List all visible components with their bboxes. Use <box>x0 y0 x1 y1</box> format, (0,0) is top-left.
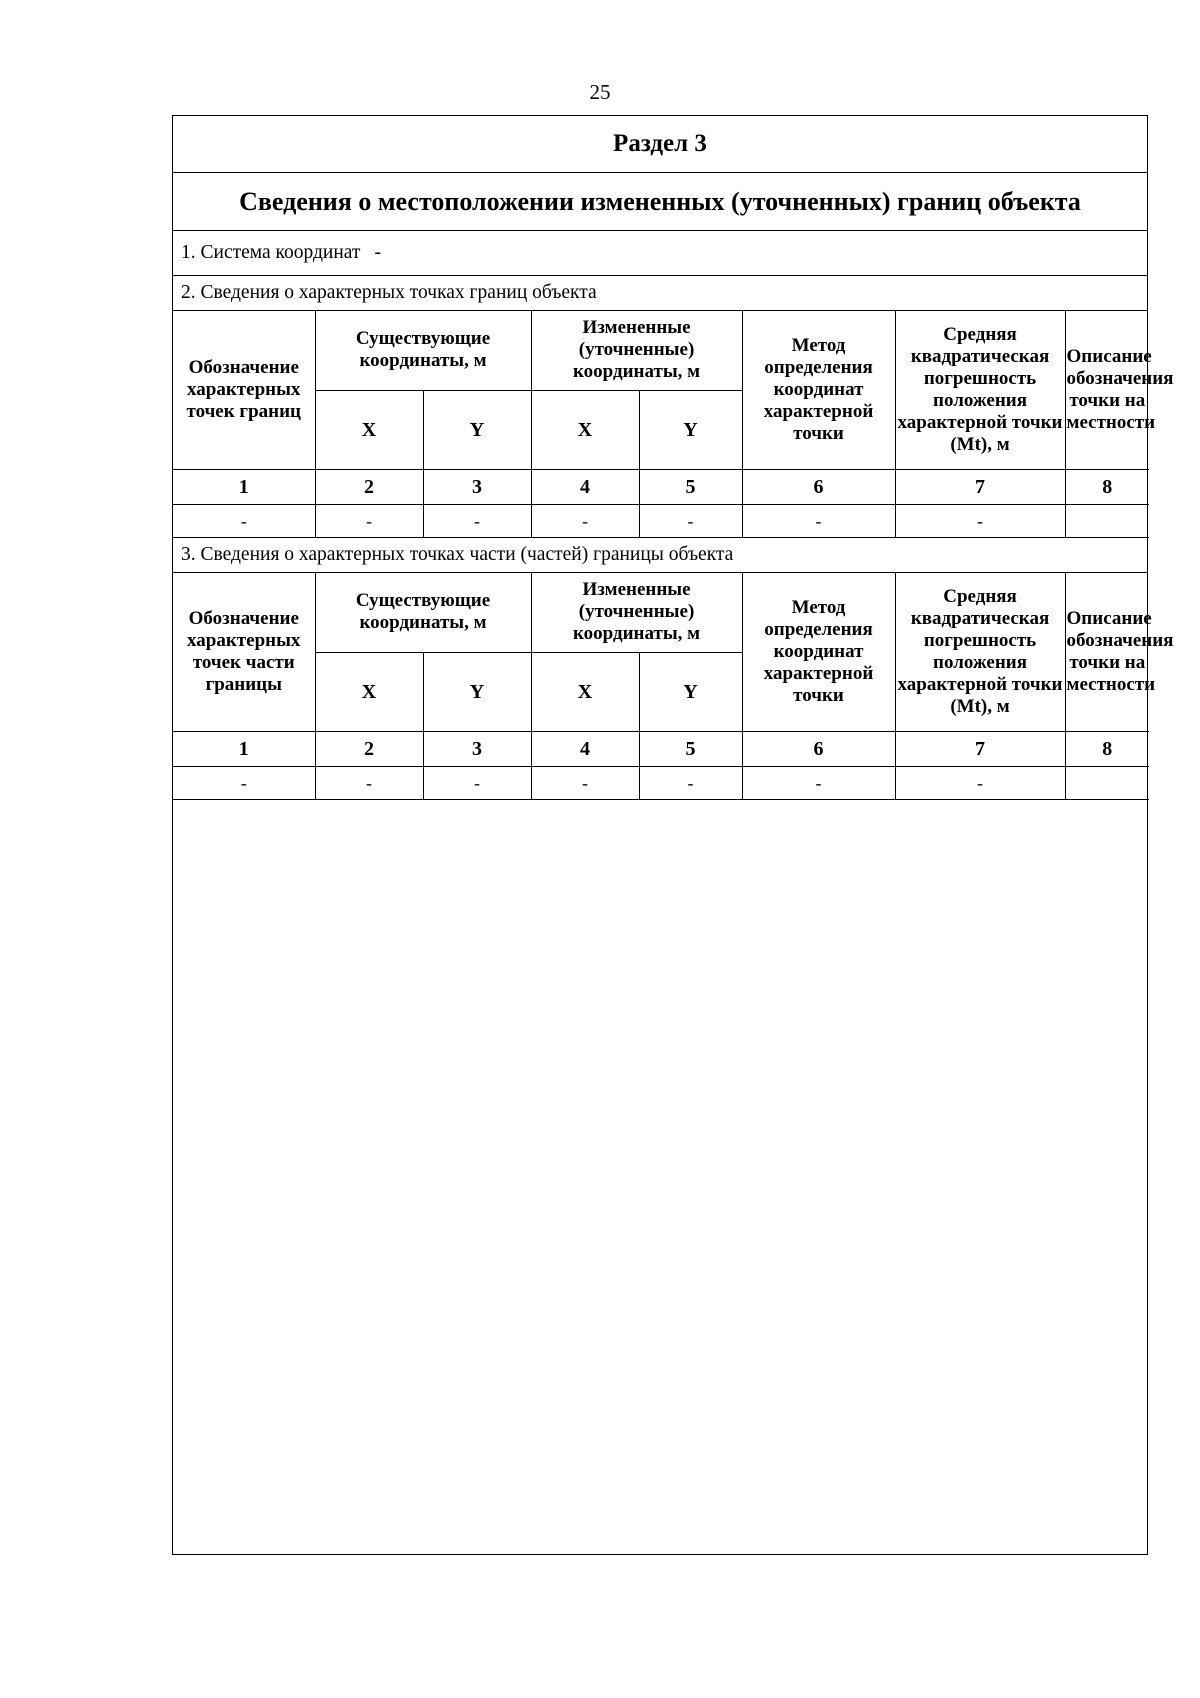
page-number: 25 <box>589 80 611 104</box>
table-row <box>173 767 1149 800</box>
table-cell: - <box>423 767 531 800</box>
header-method: Метод определения координат характерной точки <box>742 573 895 732</box>
boundary-part-points-table <box>173 573 1174 800</box>
column-number: 4 <box>531 732 639 767</box>
header-error: Средняя квадратическая погрешность положения характерной точки (Mt), м <box>895 311 1065 470</box>
header-changed-y: Y <box>639 390 742 469</box>
column-number: 3 <box>423 732 531 767</box>
table1-caption: 2. Сведения о характерных точках границ объекта <box>173 276 1147 311</box>
table-cell <box>1065 505 1149 538</box>
table-cell: - <box>531 505 639 538</box>
header-changed-y: Y <box>639 652 742 731</box>
header-changed-coords: Измененные (уточненные) координаты, м <box>531 311 742 390</box>
table-cell <box>1065 767 1149 800</box>
section-subtitle: Сведения о местоположении измененных (уточненных) границ объекта <box>173 173 1147 231</box>
header-designation: Обозначение характерных точек границ <box>173 311 315 470</box>
header-existing-y: Y <box>423 390 531 469</box>
table-cell: - <box>173 767 315 800</box>
header-existing-y: Y <box>423 652 531 731</box>
table-cell: - <box>742 767 895 800</box>
header-designation: Обозначение характерных точек части границы <box>173 573 315 732</box>
column-number: 2 <box>315 470 423 505</box>
coordinate-system-label: 1. Система координат <box>181 242 361 263</box>
column-number: 5 <box>639 470 742 505</box>
coordinate-system-value: - <box>374 242 381 263</box>
header-existing-x: X <box>315 652 423 731</box>
table-cell: - <box>639 767 742 800</box>
header-changed-x: X <box>531 390 639 469</box>
coordinate-system-line <box>173 231 1147 276</box>
table-cell: - <box>173 505 315 538</box>
table-cell: - <box>895 767 1065 800</box>
table-cell: - <box>315 505 423 538</box>
header-description <box>1065 573 1174 732</box>
column-number: 6 <box>742 732 895 767</box>
table-row <box>173 505 1149 538</box>
column-number: 1 <box>173 732 315 767</box>
column-number: 2 <box>315 732 423 767</box>
table-cell: - <box>423 505 531 538</box>
header-existing-coords: Существующие координаты, м <box>315 311 531 390</box>
header-error: Средняя квадратическая погрешность положения характерной точки (Mt), м <box>895 573 1065 732</box>
header-changed-x: X <box>531 652 639 731</box>
section-frame <box>172 115 1174 1555</box>
column-number: 4 <box>531 470 639 505</box>
table-cell: - <box>639 505 742 538</box>
header-description-text: Описание обозначения точки на местности <box>1066 346 1174 433</box>
header-method: Метод определения координат характерной точки <box>742 311 895 470</box>
table-cell: - <box>315 767 423 800</box>
section-title: Раздел 3 <box>173 116 1147 173</box>
header-changed-coords: Измененные (уточненные) координаты, м <box>531 573 742 652</box>
column-number: 7 <box>895 732 1065 767</box>
column-number: 1 <box>173 470 315 505</box>
header-existing-coords: Существующие координаты, м <box>315 573 531 652</box>
table-cell: - <box>531 767 639 800</box>
column-number: 3 <box>423 470 531 505</box>
column-number: 8 <box>1065 732 1149 767</box>
header-existing-x: X <box>315 390 423 469</box>
table2-caption: 3. Сведения о характерных точках части (частей) границы объекта <box>173 538 1147 573</box>
column-number: 6 <box>742 470 895 505</box>
table-cell: - <box>742 505 895 538</box>
header-description-text: Описание обозначения точки на местности <box>1066 608 1174 695</box>
column-number: 7 <box>895 470 1065 505</box>
table-cell: - <box>895 505 1065 538</box>
boundary-points-table <box>173 311 1174 538</box>
header-description <box>1065 311 1174 470</box>
column-number: 5 <box>639 732 742 767</box>
column-number: 8 <box>1065 470 1149 505</box>
